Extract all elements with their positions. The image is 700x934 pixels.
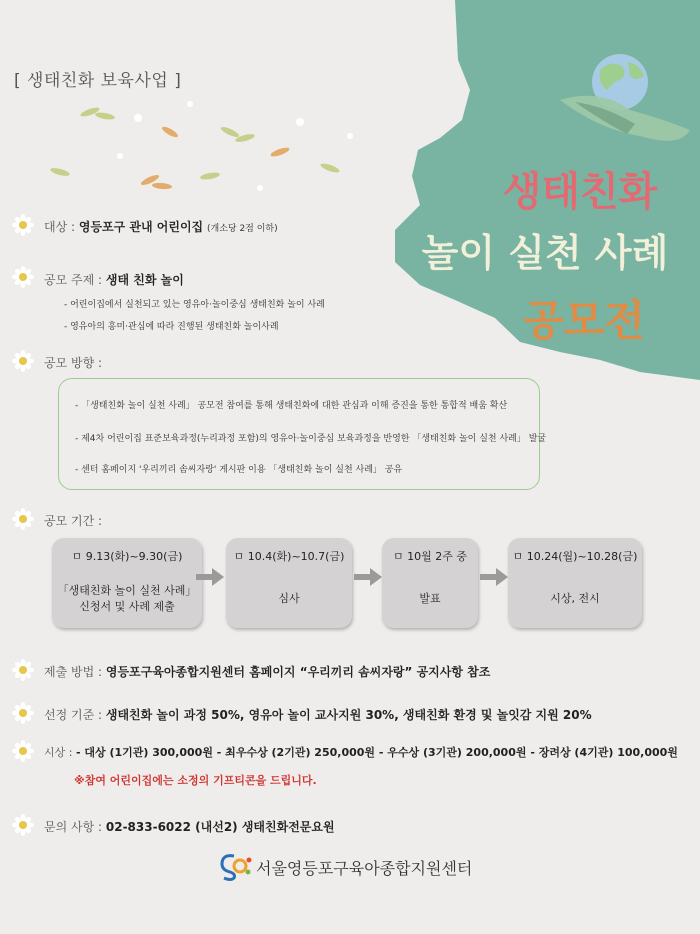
target-label: 대상 :	[44, 220, 76, 234]
inquiry-row	[44, 818, 335, 835]
arrow-right-icon	[354, 568, 382, 586]
direction-box	[58, 378, 547, 490]
submission-label: 제출 방법 :	[44, 665, 103, 679]
arrow-right-icon	[196, 568, 224, 586]
period-stage-1	[52, 538, 202, 628]
period-stage-3	[382, 538, 478, 628]
daisy-icon	[12, 508, 34, 530]
period-label: 공모 기간 :	[44, 514, 103, 528]
headline-line2: 놀이 실천 사례	[421, 231, 669, 275]
daisy-icon	[12, 702, 34, 724]
stage-title2: 신청서 및 사례 제출	[79, 600, 175, 613]
category-tag: [ 생태친화 보육사업 ]	[14, 71, 182, 91]
theme-label: 공모 주제 :	[44, 273, 103, 287]
criteria-value: 생태친화 놀이 과정 50%, 영유아 놀이 교사지원 30%, 생태친화 환경 및 놀잇감 지원 20%	[105, 708, 592, 722]
theme-row	[44, 271, 184, 288]
inquiry-label: 문의 사항 :	[44, 820, 103, 834]
headline-line3: 공모전	[523, 296, 645, 345]
direction-item: - 제4차 어린이집 표준보육과정(누리과정 포함)의 영유아·놀이중심 보육과정을 반영한 「생태친화 놀이 실천 사례」 발굴	[75, 434, 547, 444]
awards-label: 시상 :	[44, 746, 73, 759]
criteria-row	[44, 706, 592, 723]
daisy-icon	[12, 350, 34, 372]
awards-note: ※참여 어린이집에는 소정의 기프티콘을 드립니다.	[74, 774, 317, 787]
daisy-icon	[12, 659, 34, 681]
direction-label: 공모 방향 :	[44, 356, 103, 370]
stage-title: 시상, 전시	[550, 592, 600, 605]
leaves-decoration	[30, 92, 390, 202]
criteria-label: 선정 기준 :	[44, 708, 103, 722]
submission-value: 영등포구육아종합지원센터 홈페이지 “우리끼리 솜씨자랑” 공지사항 참조	[105, 665, 491, 679]
period-stage-4	[508, 538, 642, 628]
stage-date: ㅁ 10.4(화)~10.7(금)	[233, 550, 345, 563]
target-row	[44, 218, 278, 235]
stage-title: 「생태친화 놀이 실천 사례」	[57, 584, 197, 597]
stage-title: 심사	[278, 592, 300, 605]
direction-item: - 「생태친화 놀이 실천 사례」 공모전 참여를 통해 생태친화에 대한 관심과 이해 증진을 통한 통합적 배움 확산	[75, 401, 508, 411]
daisy-icon	[12, 814, 34, 836]
daisy-icon	[12, 740, 34, 762]
org-logo-icon	[218, 850, 252, 882]
daisy-icon	[12, 214, 34, 236]
theme-item: - 영유아의 흥미·관심에 따라 진행된 생태친화 놀이사례	[64, 322, 279, 332]
headline-line1: 생태친화	[502, 169, 658, 215]
daisy-icon	[12, 266, 34, 288]
stage-title: 발표	[419, 592, 441, 605]
arrow-right-icon	[480, 568, 508, 586]
org-name: 서울영등포구육아종합지원센터	[256, 859, 473, 878]
stage-date: ㅁ 10.24(월)~10.28(금)	[512, 550, 638, 563]
stage-date: ㅁ 9.13(화)~9.30(금)	[71, 550, 183, 563]
period-stage-2	[226, 538, 352, 628]
inquiry-value: 02-833-6022 (내선2) 생태친화전문요원	[105, 820, 335, 834]
target-value: 영등포구 관내 어린이집	[78, 220, 204, 234]
submission-row	[44, 663, 490, 680]
theme-value: 생태 친화 놀이	[105, 273, 184, 287]
theme-item: - 어린이집에서 실천되고 있는 영유아·놀이중심 생태친화 놀이 사례	[64, 300, 325, 310]
awards-row	[44, 744, 678, 760]
stage-date: ㅁ 10월 2주 중	[393, 550, 467, 563]
direction-item: - 센터 홈페이지 '우리끼리 솜씨자랑' 게시판 이용 「생태친화 놀이 실천 사례」 공유	[75, 465, 403, 475]
target-note: (개소당 2점 이하)	[206, 224, 278, 234]
awards-value: - 대상 (1기관) 300,000원 - 최우수상 (2기관) 250,000원 - 우수상 (3기관) 200,000원 - 장려상 (4기관) 100,000원	[75, 746, 678, 759]
